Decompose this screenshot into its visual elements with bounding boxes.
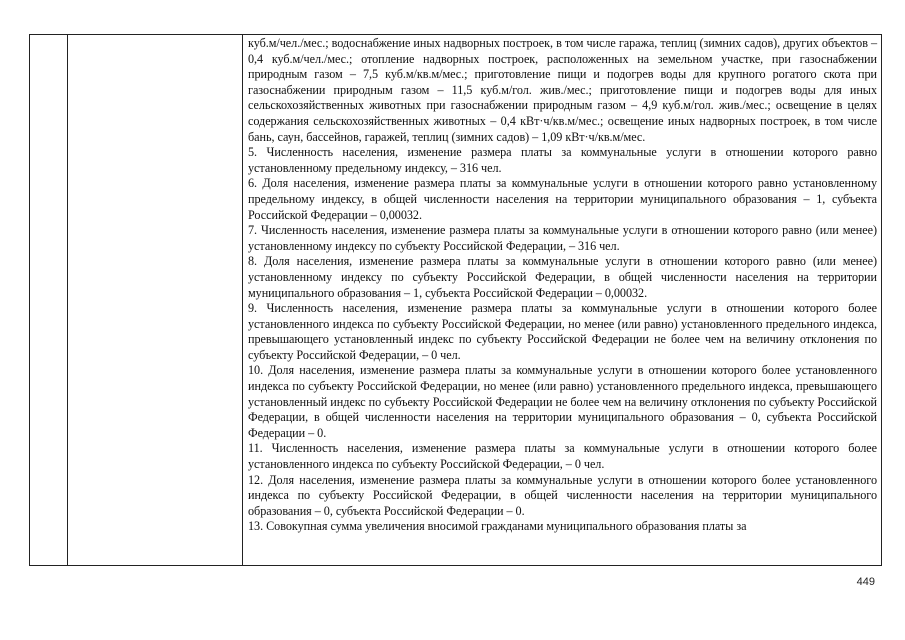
table-row bbox=[30, 35, 882, 566]
paragraph-7: 7. Численность населения, изменение размера платы за коммунальные услуги в отношении которого равно (или менее) установленному индексу по субъекту Российской Федерации, – 316 чел. bbox=[248, 223, 877, 253]
table-cell-name bbox=[68, 35, 243, 566]
content-text bbox=[243, 35, 881, 535]
paragraph-5: 5. Численность населения, изменение размера платы за коммунальные услуги в отношении которого равно установленному предельному индексу, – 316 чел. bbox=[248, 145, 877, 175]
document-table bbox=[29, 34, 882, 566]
paragraph-10: 10. Доля населения, изменение размера платы за коммунальные услуги в отношении которого более установленного индекса по субъекту Российской Федерации, но менее (или равно) установленного предельного индекса, превышающего установленный индекс по субъекту Российской Федерации не более чем на величину отклонения по субъекту Российской Федерации, в общей численности населения на территории муниципального образования – 0, субъекта Российской Федерации – 0. bbox=[248, 363, 877, 440]
table-cell-number bbox=[30, 35, 68, 566]
paragraph-13: 13. Совокупная сумма увеличения вносимой гражданами муниципального образования платы за bbox=[248, 519, 747, 534]
paragraph-12: 12. Доля населения, изменение размера платы за коммунальные услуги в отношении которого более установленного индекса по субъекту Российской Федерации, в общей численности населения на территории муниципального образования – 0, субъекта Российской Федерации – 0. bbox=[248, 472, 877, 518]
paragraph-11: 11. Численность населения, изменение размера платы за коммунальные услуги в отношении которого более установленного индекса по субъекту Российской Федерации, – 0 чел. bbox=[248, 441, 877, 472]
paragraph-6: 6. Доля населения, изменение размера платы за коммунальные услуги в отношении которого равно установленному предельному индексу, в общей численности населения на территории муниципального образования – 1, субъекта Российской Федерации – 0,00032. bbox=[248, 176, 877, 222]
table-cell-content bbox=[243, 35, 882, 566]
paragraph: куб.м/чел./мес.; водоснабжение иных надворных построек, в том числе гаража, теплиц (зимних садов), других объектов – 0,4 куб.м/чел./мес.; отопление надворных построек, расположенных на земельном участке, при газоснабжении природным газом – 7,5 куб.м/кв.м/мес.; приготовление пищи и подогрев воды для крупного рогатого скота при газоснабжении природным газом – 11,5 куб.м/гол. жив./мес.; приготовление пищи и подогрев воды для иных сельскохозяйственных животных при газоснабжении природным газом – 4,9 куб.м/гол. жив./мес.; освещение в целях содержания сельскохозяйственных животных – 0,4 кВт·ч/кв.м/мес.; освещение иных надворных построек, в том числе бань, саун, бассейнов, гаражей, теплиц (зимних садов) – 1,09 кВт·ч/кв.м/мес. bbox=[248, 36, 877, 144]
page-number: 449 bbox=[856, 576, 875, 588]
paragraph-9: 9. Численность населения, изменение размера платы за коммунальные услуги в отношении которого более установленного индекса по субъекту Российской Федерации, но менее (или равно) установленного предельного индекса, превышающего установленный индекс по субъекту Российской Федерации не более чем на величину отклонения по субъекту Российской Федерации, – 0 чел. bbox=[248, 301, 877, 362]
paragraph-8: 8. Доля населения, изменение размера платы за коммунальные услуги в отношении которого равно (или менее) установленному индексу по субъекту Российской Федерации, в общей численности населения на территории муниципального образования – 1, субъекта Российской Федерации – 0,00032. bbox=[248, 254, 877, 300]
